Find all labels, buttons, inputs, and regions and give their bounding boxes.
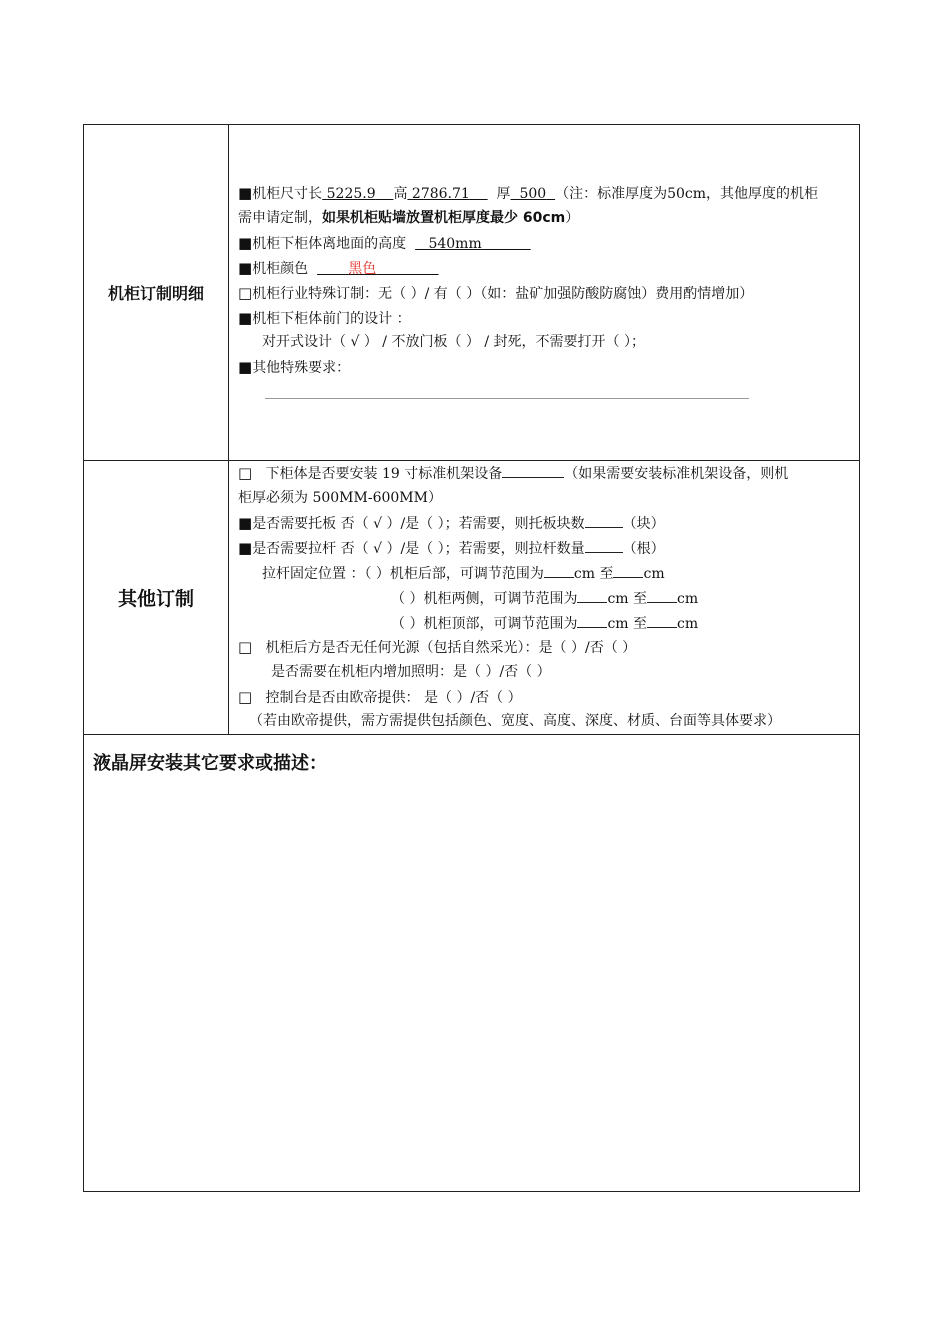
tray-line	[238, 513, 665, 534]
color-label: 机柜颜色	[252, 261, 309, 277]
empty-box-icon: □	[238, 284, 253, 302]
tray-question: 是否需要托板 否（ √ ）/是（ ）；若需要，则托板块数	[252, 516, 585, 532]
length-value: 5225.9	[326, 186, 376, 202]
height-label: 高	[393, 186, 408, 202]
other-requirements-line	[238, 357, 350, 378]
console-note: （若由欧帝提供，需方需提供包括颜色、宽度、高度、深度、材质、台面等具体要求）	[249, 713, 781, 729]
rod-unit: （根）	[622, 541, 665, 557]
rod-rear-line	[262, 563, 665, 584]
custom-note-text: 需申请定制，	[238, 210, 322, 226]
rod-question: 是否需要拉杆 否（ √ ）/是（ ）；若需要，则拉杆数量	[252, 541, 585, 557]
cabinet-detail-label: 机柜订制明细	[84, 125, 229, 460]
light-question: 机柜后方是否无任何光源（包括自然采光）：是（ ）/否（ ）	[265, 640, 637, 656]
other-custom-content	[229, 460, 859, 734]
other-custom-row	[84, 460, 859, 735]
requirements-blank-line[interactable]	[265, 398, 749, 399]
ground-height-value: 540mm	[428, 236, 482, 252]
thickness-note: （注：标准厚度为50cm，其他厚度的机柜	[555, 186, 819, 202]
size-label: 机柜尺寸长	[252, 186, 323, 202]
industry-line	[238, 283, 753, 304]
checked-box-icon: ■	[238, 234, 253, 252]
rack-line	[238, 463, 788, 484]
cm-text: cm	[677, 616, 699, 632]
side-max-blank[interactable]	[647, 588, 677, 603]
checked-box-icon: ■	[238, 184, 253, 202]
ground-height-label: 机柜下柜体离地面的高度	[252, 236, 407, 252]
note-close: ）	[565, 210, 580, 226]
top-min-blank[interactable]	[577, 613, 607, 628]
cm-text: cm	[677, 591, 699, 607]
rack-depth-line: 柜厚必须为 500MM-600MM）	[238, 490, 442, 506]
checked-box-icon: ■	[238, 358, 253, 376]
rack-question: 下柜体是否要安装 19 寸标准机架设备	[265, 466, 503, 482]
rack-blank[interactable]	[502, 463, 564, 478]
door-design-line	[238, 308, 411, 329]
other-custom-label: 其他订制	[84, 460, 229, 734]
wall-thickness-note: 如果机柜贴墙放置机柜厚度最少 60cm	[322, 210, 566, 226]
rod-count-blank[interactable]	[585, 538, 623, 553]
checked-box-icon: ■	[238, 539, 253, 557]
side-min-blank[interactable]	[577, 588, 607, 603]
rod-top-label: （ ）机柜顶部，可调节范围为	[391, 616, 578, 632]
rod-rear-label: 拉杆固定位置 ：（ ）机柜后部，可调节范围为	[262, 566, 544, 582]
cm-to-text: cm 至	[607, 591, 648, 607]
cm-to-text: cm 至	[573, 566, 614, 582]
rear-max-blank[interactable]	[613, 563, 643, 578]
height-value: 2786.71	[411, 186, 470, 202]
rear-min-blank[interactable]	[544, 563, 574, 578]
rod-side-line	[391, 588, 698, 609]
light-line	[238, 637, 636, 658]
empty-box-icon: □	[238, 464, 253, 482]
tray-unit: （块）	[622, 516, 665, 532]
lcd-install-title: 液晶屏安装其它要求或描述：	[93, 753, 327, 774]
color-line	[238, 258, 439, 279]
cabinet-detail-content	[229, 125, 859, 460]
checked-box-icon: ■	[238, 514, 253, 532]
cm-text: cm	[643, 566, 665, 582]
thickness-value: 500	[519, 186, 547, 202]
empty-box-icon: □	[238, 688, 253, 706]
lcd-install-row[interactable]	[84, 735, 859, 1191]
door-options-line: 对开式设计（ √ ） / 不放门板（ ） / 封死，不需要打开（ ）；	[262, 334, 645, 350]
rack-note: （如果需要安装标准机架设备，则机	[564, 466, 789, 482]
rod-top-line	[391, 613, 698, 634]
custom-note-line	[238, 208, 579, 228]
rod-line	[238, 538, 665, 559]
industry-text: 机柜行业特殊订制：无（ ）/ 有（ ）（如：盐矿加强防酸防腐蚀）费用酌情增加）	[252, 286, 754, 302]
ground-height-line	[238, 233, 531, 254]
thickness-label: 厚	[496, 186, 511, 202]
cm-to-text: cm 至	[607, 616, 648, 632]
door-design-label: 机柜下柜体前门的设计 ：	[252, 311, 411, 327]
empty-box-icon: □	[238, 638, 253, 656]
checked-box-icon: ■	[238, 259, 253, 277]
console-question: 控制台是否由欧帝提供： 是（ ）/否（ ）	[265, 690, 522, 706]
size-line	[238, 183, 818, 204]
other-requirements-label: 其他特殊要求：	[252, 360, 351, 376]
color-value: 黑色	[348, 261, 377, 277]
checked-box-icon: ■	[238, 309, 253, 327]
rod-side-label: （ ）机柜两侧，可调节范围为	[391, 591, 578, 607]
lighting-add-line: 是否需要在机柜内增加照明：是（ ）/否（ ）	[271, 664, 551, 680]
top-max-blank[interactable]	[647, 613, 677, 628]
cabinet-detail-row	[84, 125, 859, 461]
tray-count-blank[interactable]	[585, 513, 623, 528]
order-form-table	[83, 124, 860, 1192]
console-line	[238, 687, 522, 708]
